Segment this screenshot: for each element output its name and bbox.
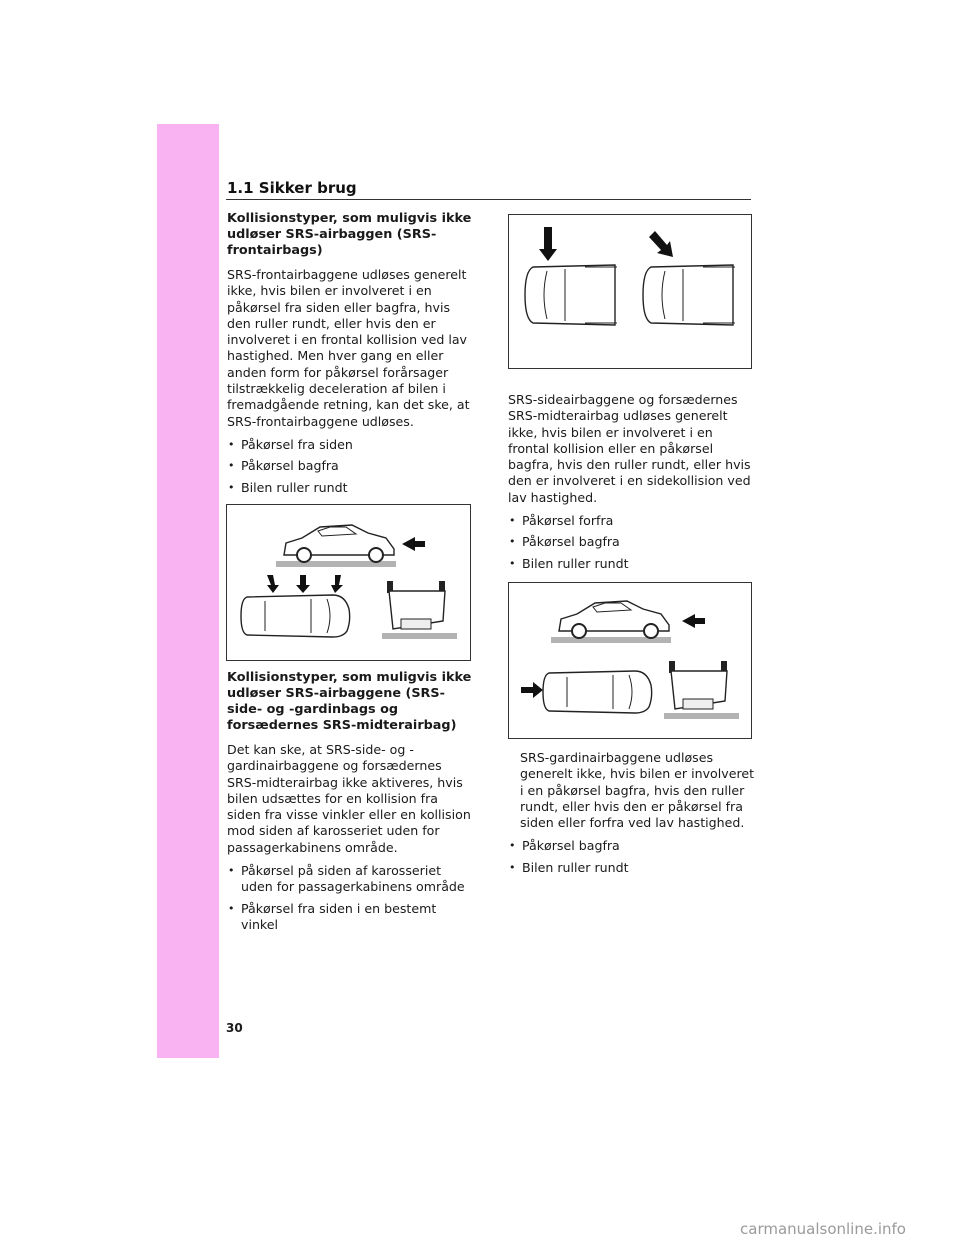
- collision-illustration: [227, 505, 470, 660]
- list-item: • Bilen ruller rundt: [227, 480, 475, 496]
- list-item: • Påkørsel bagfra: [227, 458, 475, 474]
- list-item: • Påkørsel fra siden i en bestemt vinkel: [227, 901, 472, 934]
- list-item: • Påkørsel bagfra: [508, 838, 758, 854]
- paragraph-sideairbags: SRS-sideairbaggene og forsædernes SRS-midterairbag udløses generelt ikke, hvis bilen er involveret i en frontal kollision eller en påkørsel bagfra, hvis den ruller rundt, eller hvis den er involveret i en sidekollision ved lav hastighed.: [508, 392, 751, 505]
- car-rollover-icon: [664, 661, 739, 719]
- arrow-down-impact-icon: [539, 227, 557, 261]
- paragraph-frontairbags: SRS-frontairbaggene udløses generelt ikke, hvis bilen er involveret i en påkørsel fra siden eller bagfra, hvis den ruller rundt, eller hvis den er involveret i en frontal kollision ved lav hastighed. Men hver gang en eller anden form for påkørsel forårsager tilstrækkelig deceleration af bilen i fremadgående retning, kan det ske, at SRS-frontairbaggene udløses.: [227, 267, 470, 429]
- header-rule: [226, 199, 751, 200]
- bullet-list-frontairbags: [227, 437, 475, 496]
- car-top-view-icon: [543, 671, 652, 713]
- list-item: • Påkørsel bagfra: [508, 534, 756, 550]
- list-item: • Påkørsel på siden af karosseriet uden for passagerkabinens område: [227, 863, 472, 896]
- bullet-list-side-curtain-airbags: [227, 863, 472, 933]
- car-top-view-right-icon: [643, 265, 735, 325]
- bullet-list-sideairbags: [508, 513, 756, 572]
- arrow-rear-impact-icon: [682, 614, 705, 628]
- car-rollover-icon: [382, 581, 457, 639]
- arrow-rear-impact-icon: [402, 537, 425, 551]
- list-item: • Bilen ruller rundt: [508, 556, 756, 572]
- car-top-view-icon: [241, 595, 350, 637]
- figure-side-angle-collisions: [508, 214, 752, 369]
- car-top-view-left-icon: [525, 265, 617, 325]
- list-item: • Bilen ruller rundt: [508, 860, 758, 876]
- list-item: • Påkørsel fra siden: [227, 437, 475, 453]
- heading-side-curtain-airbags: Kollisionstyper, som muligvis ikke udløser SRS-airbaggene (SRS-side- og -gardinbags og forsædernes SRS-midterairbag): [227, 670, 472, 733]
- arrow-side-impact-icon: [521, 682, 543, 698]
- arrow-side-impact-icon: [267, 575, 343, 593]
- paragraph-side-curtain-airbags: Det kan ske, at SRS-side- og -gardinairbaggene og forsædernes SRS-midterairbag ikke aktiveres, hvis bilen udsættes for en kollision fra siden fra visse vinkler eller en kollision mod siden af karosseriet uden for passagerkabinens område.: [227, 742, 471, 855]
- curtain-collision-illustration: [509, 583, 751, 738]
- right-column-top: [508, 392, 756, 577]
- car-side-view-icon: [551, 601, 671, 643]
- list-item: • Påkørsel forfra: [508, 513, 756, 529]
- car-side-view-icon: [276, 525, 396, 567]
- heading-frontairbags: Kollisionstyper, som muligvis ikke udløser SRS-airbaggen (SRS-frontairbags): [227, 211, 472, 258]
- watermark: carmanualsonline.info: [740, 1220, 906, 1238]
- arrow-diagonal-impact-icon: [649, 231, 673, 257]
- figure-curtain-airbag-collisions: [508, 582, 752, 739]
- left-column-top: [227, 211, 475, 501]
- section-title: 1.1 Sikker brug: [227, 179, 357, 197]
- side-angle-illustration: [509, 215, 751, 368]
- right-column-bottom: [508, 750, 758, 881]
- bullet-list-curtainairbags: [508, 838, 758, 876]
- figure-frontairbag-collisions: [226, 504, 471, 661]
- chapter-tab-band: [157, 124, 219, 1058]
- page-number: 30: [226, 1021, 243, 1035]
- paragraph-curtainairbags: SRS-gardinairbaggene udløses generelt ikke, hvis bilen er involveret i en påkørsel bagfra, hvis den ruller rundt, eller hvis den er påkørsel fra siden eller forfra ved lav hastighed.: [520, 750, 755, 831]
- left-column-bottom: [227, 670, 472, 938]
